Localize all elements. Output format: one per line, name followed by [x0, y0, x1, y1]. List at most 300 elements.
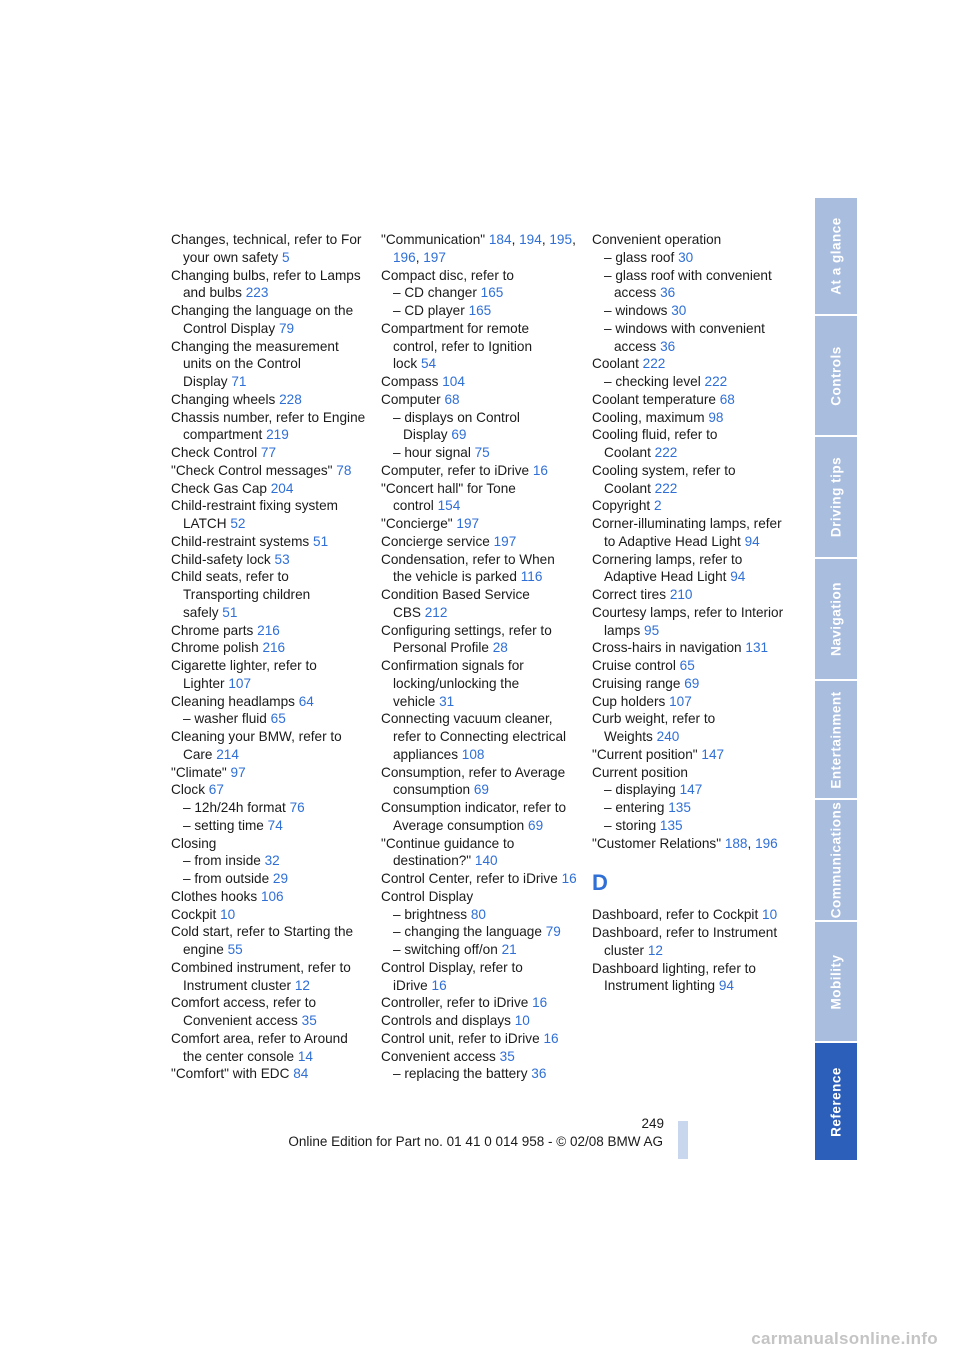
index-column-3: [592, 231, 788, 995]
index-term: Changes, technical, refer to For your own safety: [171, 232, 362, 265]
index-entry: [592, 320, 788, 356]
page-link[interactable]: 30: [678, 249, 694, 265]
index-entry: [592, 960, 788, 996]
index-term: Child-safety lock: [171, 551, 271, 567]
index-entry: [171, 835, 367, 853]
index-term: Changing wheels: [171, 391, 276, 407]
index-term: "Check Control messages": [171, 462, 333, 478]
index-entry: [592, 391, 788, 409]
page-link[interactable]: 188: [724, 835, 748, 851]
index-term: – windows: [604, 303, 668, 318]
index-entry: [592, 497, 788, 515]
index-entry: [592, 586, 788, 604]
index-term: Condensation, refer to When the vehicle is parked: [381, 551, 555, 585]
index-entry: [381, 906, 577, 924]
index-term: Cruise control: [592, 658, 676, 673]
sidebar-tab-label: Entertainment: [828, 690, 844, 789]
index-term: "Climate": [171, 764, 227, 780]
index-term: Chrome polish: [171, 640, 259, 656]
index-term: Compact disc, refer to: [381, 267, 514, 283]
index-entry: [171, 480, 367, 498]
sidebar-tab-communications[interactable]: [815, 800, 857, 922]
index-term: Child-restraint fixing system LATCH: [171, 498, 338, 531]
index-entry: [171, 870, 367, 888]
index-letter-heading: D: [592, 870, 608, 896]
page-link[interactable]: 14: [297, 1048, 313, 1064]
page-link[interactable]: 222: [654, 445, 678, 460]
page-link[interactable]: 154: [437, 498, 461, 514]
index-term: Combined instrument, refer to Instrument cluster: [171, 959, 351, 993]
index-entry: [381, 284, 577, 302]
page-link[interactable]: 30: [671, 303, 687, 318]
page-link[interactable]: 29: [272, 871, 289, 886]
index-term: Child-restraint systems: [171, 533, 310, 549]
page-link[interactable]: 106: [260, 888, 284, 904]
index-entry: [171, 409, 367, 445]
index-entry: [171, 622, 367, 640]
index-entry: [381, 994, 577, 1012]
index-term: Check Control: [171, 445, 258, 460]
index-term: Dashboard, refer to Instrument cluster: [592, 925, 778, 958]
index-term: Cooling system, refer to Coolant: [592, 462, 736, 496]
index-entry: [171, 657, 367, 693]
index-entry: [381, 959, 577, 995]
page-link[interactable]: 36: [660, 285, 676, 301]
page-link[interactable]: 216: [257, 622, 280, 638]
page-link[interactable]: 219: [266, 427, 289, 443]
page-link[interactable]: 140: [474, 853, 498, 869]
index-term: Coolant temperature: [592, 391, 716, 407]
index-term: Control Display: [381, 888, 474, 904]
page-link[interactable]: 196: [755, 835, 778, 851]
index-entry: [381, 586, 577, 622]
sidebar-tab-label: Communications: [828, 801, 844, 919]
footer-accent-bar: [678, 1121, 688, 1159]
page-link[interactable]: 184: [488, 232, 512, 247]
index-term: Chrome parts: [171, 622, 254, 638]
index-entry: [381, 923, 577, 941]
page-link[interactable]: 147: [679, 782, 703, 798]
page-link[interactable]: 79: [545, 924, 561, 940]
index-term: – windows with convenient access: [604, 320, 765, 354]
index-term: – CD player: [393, 303, 465, 318]
index-term: Confirmation signals for locking/unlocking the vehicle: [381, 658, 524, 709]
index-term: – hour signal: [393, 445, 471, 460]
index-term: Convenient operation: [592, 232, 722, 247]
page-link[interactable]: 94: [744, 533, 760, 549]
page-link[interactable]: 10: [220, 906, 236, 922]
index-term: Connecting vacuum cleaner, refer to Connecting electrical appliances: [381, 711, 567, 762]
page-link[interactable]: 104: [442, 374, 465, 389]
index-term: Concierge service: [381, 533, 490, 549]
page-link[interactable]: 97: [230, 764, 246, 780]
page-link[interactable]: 16: [532, 995, 548, 1011]
page-link[interactable]: 77: [260, 445, 277, 460]
index-term: – changing the language: [393, 924, 542, 940]
index-entry: [381, 551, 577, 587]
sidebar-tab-label: Controls: [828, 345, 844, 406]
page-link[interactable]: 31: [439, 693, 455, 709]
index-term: – brightness: [393, 906, 468, 922]
index-term: Computer, refer to iDrive: [381, 462, 530, 478]
index-entry: [381, 462, 577, 480]
page-link[interactable]: 16: [543, 1030, 559, 1046]
page-link[interactable]: 64: [298, 693, 314, 709]
index-term: Comfort access, refer to Convenient access: [171, 995, 317, 1028]
index-term: Cleaning headlamps: [171, 693, 295, 709]
index-entry: [381, 1065, 577, 1083]
index-term: – entering: [604, 800, 665, 815]
index-entry: [592, 817, 788, 835]
index-entry: [381, 622, 577, 658]
page-link[interactable]: 32: [264, 853, 280, 869]
page-link[interactable]: 222: [642, 356, 666, 372]
index-entry: [381, 533, 577, 551]
page-link[interactable]: 16: [532, 462, 548, 478]
index-term: "Customer Relations": [592, 835, 722, 851]
index-entry: [592, 302, 788, 320]
index-term: Controller, refer to iDrive: [381, 995, 529, 1011]
index-entry: [381, 710, 577, 763]
index-term: Control Center, refer to iDrive: [381, 871, 558, 886]
page-link[interactable]: 55: [227, 942, 243, 957]
index-entry: [171, 906, 367, 924]
index-term: Changing the language on the Control Display: [171, 303, 354, 336]
index-term: Cooling fluid, refer to Coolant: [592, 427, 718, 460]
index-term: Cooling, maximum: [592, 409, 705, 425]
index-term: – CD changer: [393, 285, 477, 301]
index-term: – from outside: [183, 871, 270, 886]
sidebar-tab-controls[interactable]: [815, 316, 857, 437]
index-term: Check Gas Cap: [171, 480, 267, 496]
page-link[interactable]: 71: [231, 374, 247, 389]
index-entry: [171, 852, 367, 870]
page-link[interactable]: 69: [451, 427, 467, 443]
index-term: Configuring settings, refer to Personal Profile: [381, 622, 552, 656]
index-entry: "Customer Relations" 188, 196: [592, 835, 778, 851]
index-term: – checking level: [604, 374, 701, 389]
index-term: Cornering lamps, refer to Adaptive Head Light: [592, 551, 743, 585]
index-entry: [171, 568, 367, 621]
index-entry: [592, 373, 788, 391]
index-term: Dashboard lighting, refer to Instrument lighting: [592, 960, 756, 994]
index-column-2: [381, 231, 577, 1083]
index-entry: [171, 693, 367, 711]
index-term: Coolant: [592, 356, 639, 372]
index-term: Curb weight, refer to Weights: [592, 711, 716, 744]
page-link[interactable]: 36: [531, 1066, 547, 1082]
index-entry: [592, 409, 788, 427]
page-link[interactable]: 51: [313, 533, 329, 549]
index-term: Compass: [381, 374, 439, 389]
index-term: Cigarette lighter, refer to Lighter: [171, 658, 317, 691]
index-term: – setting time: [183, 817, 264, 833]
index-entry: [592, 462, 788, 498]
page-link[interactable]: 76: [289, 800, 305, 815]
sidebar-tab-label: Driving tips: [828, 456, 844, 538]
page-link[interactable]: 131: [745, 640, 769, 656]
page-link[interactable]: 69: [684, 675, 700, 691]
index-entry: [592, 639, 788, 657]
page-link[interactable]: 165: [468, 303, 492, 318]
index-entry: [171, 462, 367, 480]
edition-line: Online Edition for Part no. 01 41 0 014 958 - © 02/08 BMW AG: [288, 1134, 663, 1149]
index-term: Chassis number, refer to Engine compartment: [171, 409, 366, 443]
index-term: Current position: [592, 764, 688, 780]
page-link[interactable]: 65: [270, 711, 286, 727]
index-entry: [171, 994, 367, 1030]
page-link[interactable]: 147: [701, 746, 725, 762]
page-link[interactable]: 35: [301, 1013, 317, 1028]
page-link[interactable]: 197: [493, 533, 517, 549]
page-link[interactable]: 78: [336, 462, 352, 478]
page-link[interactable]: 135: [668, 800, 691, 815]
index-term: Correct tires: [592, 587, 667, 602]
index-term: "Comfort" with EDC: [171, 1066, 290, 1082]
index-term: "Continue guidance to destination?": [381, 835, 515, 869]
page-link[interactable]: 54: [420, 356, 437, 372]
page-link[interactable]: 52: [230, 516, 246, 531]
page-link[interactable]: 197: [423, 249, 446, 265]
page-link[interactable]: 98: [708, 409, 724, 425]
index-term: – displaying: [604, 782, 676, 798]
page-link[interactable]: 74: [267, 817, 283, 833]
page-link[interactable]: 21: [501, 942, 517, 957]
index-entry: [381, 1048, 577, 1066]
index-term: Control Display, refer to iDrive: [381, 959, 523, 993]
page-link[interactable]: 196: [393, 249, 416, 265]
index-term: Changing bulbs, refer to Lamps and bulbs: [171, 267, 361, 301]
index-entry: [171, 959, 367, 995]
sidebar-tab-label: At a glance: [828, 217, 844, 295]
sidebar-tab-label: Navigation: [828, 581, 844, 657]
index-entry: [381, 1030, 577, 1048]
page-link[interactable]: 222: [704, 374, 728, 389]
index-term: "Concert hall" for Tone control: [381, 480, 516, 514]
index-term: Control unit, refer to iDrive: [381, 1030, 540, 1046]
index-entry: [381, 444, 577, 462]
index-term: – replacing the battery: [393, 1066, 528, 1082]
page-link[interactable]: 135: [659, 817, 683, 833]
sidebar-tab-at-a-glance[interactable]: [815, 198, 857, 316]
index-entry: [592, 906, 788, 924]
index-entry: [381, 267, 577, 285]
page-link[interactable]: 10: [514, 1013, 530, 1028]
page-link[interactable]: 79: [278, 320, 295, 336]
page-link[interactable]: 65: [679, 658, 695, 673]
page-link[interactable]: 84: [293, 1066, 309, 1082]
index-entry: [592, 746, 788, 764]
index-term: Dashboard, refer to Cockpit: [592, 907, 759, 923]
page-link[interactable]: 80: [470, 906, 486, 922]
page-link[interactable]: 36: [660, 338, 676, 354]
index-term: – glass roof with convenient access: [604, 267, 772, 301]
index-entry: [171, 1030, 367, 1066]
sidebar-tab-reference[interactable]: [815, 1043, 857, 1160]
index-entry: [381, 941, 577, 959]
index-entry: [171, 781, 367, 799]
index-entry: [592, 710, 788, 746]
sidebar-tab-driving-tips[interactable]: [815, 437, 857, 559]
index-entry: [171, 231, 367, 267]
index-term: "Communication": [381, 232, 486, 247]
index-term: Cold start, refer to Starting the engine: [171, 924, 354, 957]
index-entry: [171, 338, 367, 391]
index-entry: [592, 267, 788, 303]
page-link[interactable]: 228: [279, 391, 302, 407]
page-link[interactable]: 68: [444, 391, 460, 407]
index-term: Compartment for remote control, refer to Ignition lock: [381, 320, 533, 372]
page-link[interactable]: 94: [730, 569, 746, 585]
page-link[interactable]: 68: [719, 391, 735, 407]
index-term: – washer fluid: [183, 711, 267, 727]
page-link[interactable]: 69: [473, 782, 489, 798]
index-entry: [592, 924, 788, 960]
index-term: Cross-hairs in navigation: [592, 640, 742, 656]
index-term: Child seats, refer to Transporting children safely: [171, 569, 311, 620]
index-entry: [592, 657, 788, 675]
section-sidebar: [815, 198, 857, 1160]
index-entry: [592, 693, 788, 711]
index-term: Closing: [171, 835, 217, 851]
index-entry: [592, 515, 788, 551]
index-entry: [171, 799, 367, 817]
index-term: Copyright: [592, 498, 651, 514]
page-link[interactable]: 69: [528, 817, 544, 833]
index-term: – storing: [604, 817, 657, 833]
index-entry: [381, 373, 577, 391]
index-term: Consumption, refer to Average consumption: [381, 764, 566, 798]
index-entry: [592, 231, 788, 249]
sidebar-tab-navigation[interactable]: [815, 559, 857, 681]
index-term: Cup holders: [592, 693, 666, 709]
index-entry: [171, 923, 367, 959]
page-link[interactable]: 28: [492, 640, 508, 656]
index-term: Comfort area, refer to Around the center console: [171, 1030, 348, 1064]
index-term: Cockpit: [171, 906, 217, 922]
index-entry: [592, 799, 788, 817]
index-entry: [171, 710, 367, 728]
index-entry: [171, 764, 367, 782]
index-entry: [381, 764, 577, 800]
index-term: Changing the measurement units on the Control Display: [171, 338, 339, 389]
page-link[interactable]: 2: [653, 498, 662, 514]
index-entry: [381, 835, 577, 871]
index-entry: [171, 391, 367, 409]
index-entry: [592, 764, 788, 782]
index-term: Clock: [171, 782, 205, 798]
page-link[interactable]: 194: [519, 232, 542, 247]
index-entry: [381, 1012, 577, 1030]
index-entry: [171, 639, 367, 657]
page-link[interactable]: 95: [644, 622, 660, 638]
page-link[interactable]: 51: [222, 604, 238, 620]
index-term: – glass roof: [604, 249, 675, 265]
index-term: Clothes hooks: [171, 888, 258, 904]
index-term: "Current position": [592, 746, 698, 762]
page-link[interactable]: 35: [499, 1048, 515, 1064]
index-entry: [171, 497, 367, 533]
index-term: Controls and displays: [381, 1013, 511, 1028]
index-entry: [171, 551, 367, 569]
page-link[interactable]: 94: [718, 978, 734, 994]
sidebar-tab-entertainment[interactable]: [815, 681, 857, 800]
index-entry: [592, 426, 788, 462]
index-term: – displays on Control Display: [393, 409, 520, 443]
page-link[interactable]: 197: [456, 516, 480, 531]
page-link[interactable]: 67: [208, 782, 224, 798]
page-link[interactable]: 116: [520, 569, 543, 585]
index-term: Cruising range: [592, 675, 681, 691]
sidebar-tab-label: Mobility: [828, 954, 844, 1009]
page-link[interactable]: 16: [431, 977, 447, 993]
page-link[interactable]: 107: [669, 693, 692, 709]
index-entry: [592, 781, 788, 799]
index-entry: [171, 267, 367, 303]
index-term: Computer: [381, 391, 441, 407]
index-entry: [381, 657, 577, 710]
index-term: Courtesy lamps, refer to Interior lamps: [592, 604, 784, 638]
page-link[interactable]: 165: [480, 285, 504, 301]
index-term: – 12h/24h format: [183, 800, 286, 815]
index-entry: [592, 604, 788, 640]
page-link[interactable]: 210: [669, 587, 693, 602]
sidebar-tab-label: Reference: [828, 1066, 844, 1137]
page-link[interactable]: 240: [656, 729, 680, 744]
index-entry: [381, 409, 577, 445]
index-term: Corner-illuminating lamps, refer to Adaptive Head Light: [592, 516, 782, 549]
index-entry: [592, 249, 788, 267]
index-entry: [381, 391, 577, 409]
index-entry: [171, 444, 367, 462]
index-term: Consumption indicator, refer to Average consumption: [381, 800, 567, 833]
index-entry: [171, 1065, 367, 1083]
index-term: – from inside: [183, 853, 261, 869]
page-link[interactable]: 16: [561, 871, 577, 886]
page-link[interactable]: 12: [294, 977, 310, 993]
page-link[interactable]: 214: [216, 746, 239, 762]
page-link[interactable]: 195: [549, 232, 573, 247]
page-link[interactable]: 107: [228, 675, 252, 691]
index-entry: [381, 480, 577, 516]
index-entry: [171, 888, 367, 906]
page-link[interactable]: 223: [245, 285, 269, 301]
page-link[interactable]: 222: [654, 480, 678, 496]
index-entry: "Communication" 184, 194, 195, 196, 197: [381, 232, 576, 265]
index-term: – switching off/on: [393, 942, 498, 957]
index-entry: [381, 320, 577, 373]
page-link[interactable]: 204: [270, 480, 294, 496]
index-entry: [171, 302, 367, 338]
index-term: Condition Based Service CBS: [381, 587, 530, 620]
index-column-1: [171, 231, 367, 1083]
page-link[interactable]: 10: [762, 907, 778, 923]
index-entry: [592, 675, 788, 693]
page-link[interactable]: 75: [474, 445, 490, 460]
page-link[interactable]: 212: [424, 604, 448, 620]
page-link[interactable]: 5: [281, 249, 290, 265]
index-entry: [171, 533, 367, 551]
sidebar-tab-mobility[interactable]: [815, 922, 857, 1043]
index-entry: [592, 551, 788, 587]
watermark: carmanualsonline.info: [751, 1329, 938, 1348]
page-link[interactable]: 108: [461, 746, 485, 762]
page-link[interactable]: 53: [274, 551, 290, 567]
page-link[interactable]: 12: [647, 942, 663, 958]
index-entry: [171, 817, 367, 835]
page-link[interactable]: 216: [262, 640, 286, 656]
index-term: "Concierge": [381, 516, 453, 531]
